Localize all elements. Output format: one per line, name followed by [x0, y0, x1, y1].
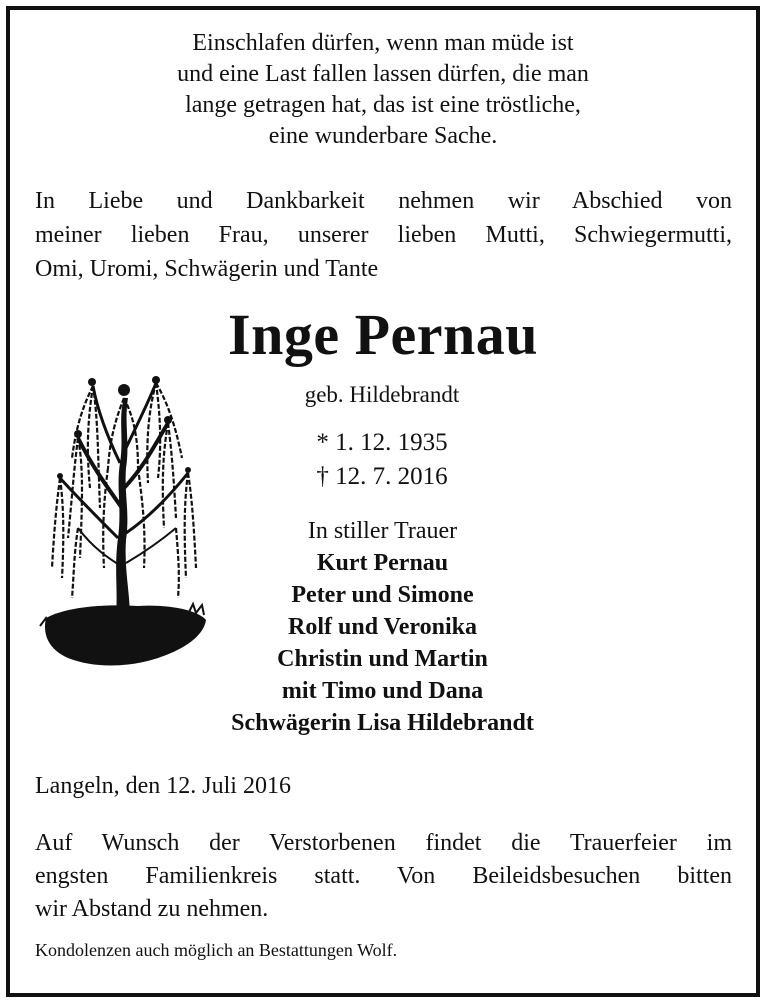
funeral-notice [35, 827, 732, 926]
mourners-block [180, 515, 585, 739]
notice-line: Auf Wunsch der Verstorbenen findet die Trauerfeier im [35, 830, 732, 856]
intro-line: Omi, Uromi, Schwägerin und Tante [35, 256, 379, 282]
life-dates [246, 426, 518, 494]
notice-line: engsten Familienkreis statt. Von Beileidsbesuchen bitten [35, 863, 732, 889]
intro-line: In Liebe und Dankbarkeit nehmen wir Abschied von [35, 188, 732, 214]
mourner-name: mit Timo und Dana [281, 678, 484, 704]
poem-line: Einschlafen dürfen, wenn man müde ist [192, 30, 574, 56]
farewell-intro [35, 184, 732, 286]
mourner-name: Schwägerin Lisa Hildebrandt [231, 710, 534, 736]
place-and-date: Langeln, den 12. Juli 2016 [35, 773, 291, 799]
mourner-name: Christin und Martin [277, 646, 488, 672]
mourner-name: Rolf und Veronika [288, 614, 477, 640]
notice-line: wir Abstand zu nehmen. [35, 896, 269, 922]
deceased-name: Inge Pernau [228, 302, 538, 367]
poem-line: und eine Last fallen lassen dürfen, die man [177, 61, 589, 87]
death-date: † 12. 7. 2016 [316, 463, 448, 490]
intro-line: meiner lieben Frau, unserer lieben Mutti, Schwiegermutti, [35, 222, 732, 248]
birth-name: geb. Hildebrandt [304, 382, 460, 407]
mourners-heading: In stiller Trauer [307, 518, 458, 544]
birth-date: * 1. 12. 1935 [316, 429, 448, 456]
poem-line: eine wunderbare Sache. [268, 123, 498, 149]
mourner-name: Peter und Simone [291, 582, 474, 608]
condolence-note: Kondolenzen auch möglich an Bestattungen Wolf. [35, 940, 398, 960]
poem-line: lange getragen hat, das ist eine tröstliche, [185, 92, 581, 118]
poem-verse [0, 28, 766, 152]
mourner-name: Kurt Pernau [316, 550, 449, 576]
